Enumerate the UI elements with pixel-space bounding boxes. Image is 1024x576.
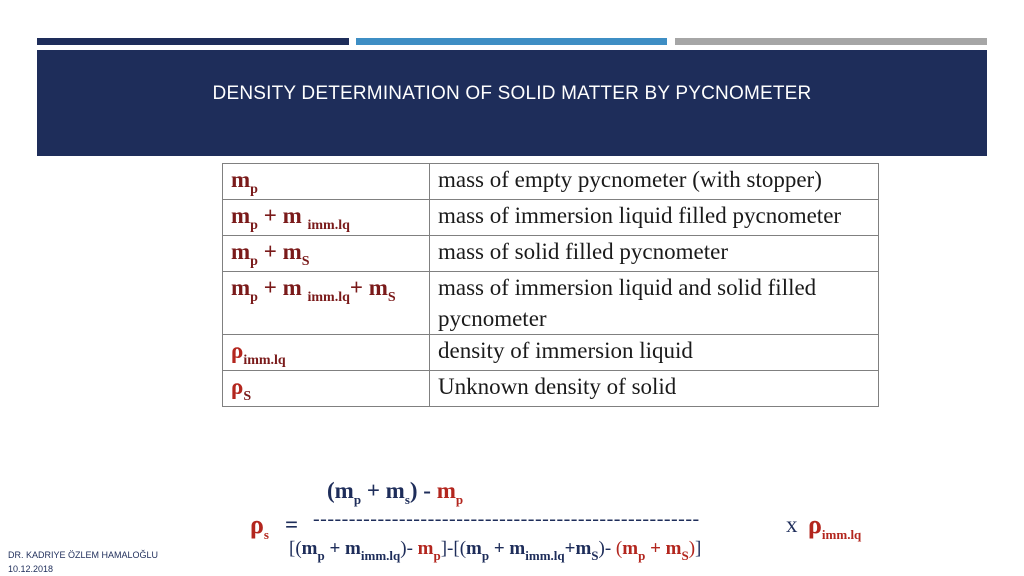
description-cell: Unknown density of solid bbox=[430, 371, 879, 407]
description-cell: density of immersion liquid bbox=[430, 335, 879, 371]
description-cell: mass of immersion liquid filled pycnometer bbox=[430, 200, 879, 236]
fraction-line: ------------------------------------------------------ bbox=[313, 508, 700, 530]
formula-times: x bbox=[786, 512, 798, 537]
slide-title: DENSITY DETERMINATION OF SOLID MATTER BY PYCNOMETER bbox=[212, 83, 812, 104]
symbol-cell: $m_p + m$ $_{imm.lq}+ m_S$ bbox=[223, 272, 430, 335]
footer-author: DR. KADRIYE ÖZLEM HAMALOĞLU bbox=[8, 550, 159, 560]
symbol-cell: $m_p$ bbox=[223, 164, 430, 200]
formula-lhs: $\rho_s$ bbox=[250, 510, 269, 542]
formula-denominator: [$(m_p + m_{imm.lq})-$ $m_p]-[(m_p + m_{imm.lq}+m_S)-$ $(m_p + m_S)$] bbox=[289, 538, 702, 563]
symbol-cell: $\rho_S$ bbox=[223, 371, 430, 407]
footer bbox=[8, 548, 158, 576]
formula-rho-imm: $\rho_{imm.lq}$ bbox=[808, 510, 862, 542]
description-cell: mass of empty pycnometer (with stopper) bbox=[430, 164, 879, 200]
symbol-cell: $\rho_{imm.lq}$ bbox=[223, 335, 430, 371]
description-cell: mass of solid filled pycnometer bbox=[430, 236, 879, 272]
symbol-cell: $m_p + m_S$ bbox=[223, 236, 430, 272]
description-cell: mass of immersion liquid and solid filled pycnometer bbox=[430, 272, 879, 335]
formula-equals: = bbox=[285, 512, 299, 537]
footer-date: 10.12.2018 bbox=[8, 564, 54, 574]
symbol-cell: $m_p + m$ $_{imm.lq}$ bbox=[223, 200, 430, 236]
formula-numerator: $(m_p + m_s) - m_p$ bbox=[327, 478, 464, 507]
